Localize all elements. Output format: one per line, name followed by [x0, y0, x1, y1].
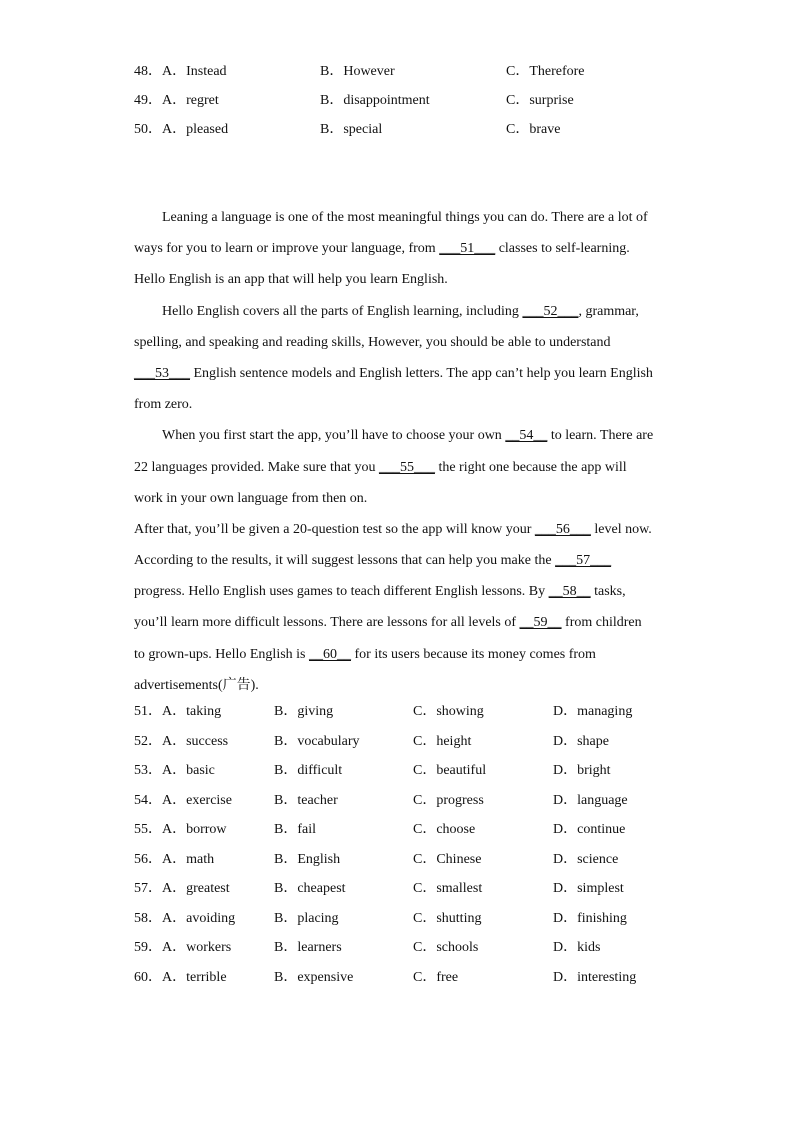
passage-line: Leaning a language is one of the most meaningful things you can do. There are a lot of — [162, 210, 648, 225]
option-a: 53．A．basic — [134, 763, 215, 778]
passage-line: spelling, and speaking and reading skills, However, you should be able to understand — [134, 334, 611, 350]
option-b: B．special — [320, 122, 383, 137]
option-a: 55．A．borrow — [134, 822, 227, 837]
passage-line: to grown-ups. Hello English is __60__ for its users because its money comes from — [134, 646, 596, 662]
blank-54: __54__ — [505, 428, 548, 444]
question-row-55 — [134, 820, 694, 840]
blank-60: __60__ — [309, 646, 351, 662]
option-b: B．expensive — [274, 970, 354, 985]
option-b: B．placing — [274, 911, 339, 926]
option-b: B．teacher — [274, 793, 338, 808]
question-row-52 — [134, 732, 694, 752]
option-c: C．Chinese — [413, 852, 482, 867]
option-d: D．shape — [553, 734, 609, 749]
option-a: 50．A．pleased — [134, 122, 229, 137]
option-c: C．height — [413, 734, 472, 749]
passage-line: 22 languages provided. Make sure that you ___55___ the right one because the app will — [134, 459, 627, 475]
option-b: B．cheapest — [274, 881, 346, 896]
passage-line: When you first start the app, you’ll have to choose your own __54__ to learn. There are — [162, 428, 654, 444]
option-b: B．However — [320, 64, 395, 79]
passage-line: According to the results, it will suggest lessons that can help you make the ___57___ — [134, 553, 612, 569]
option-a: 59．A．workers — [134, 940, 232, 955]
question-row-57 — [134, 879, 694, 899]
option-a: 49．A．regret — [134, 93, 219, 108]
question-row-56 — [134, 850, 694, 870]
option-c: C．progress — [413, 793, 484, 808]
question-row-53 — [134, 761, 694, 781]
option-b: B．disappointment — [320, 93, 430, 108]
passage-line: After that, you’ll be given a 20-question test so the app will know your ___56___ level now. — [134, 521, 652, 537]
passage-line: advertisements(广告). — [134, 677, 259, 693]
blank-58: __58__ — [548, 584, 591, 600]
option-c: C．smallest — [413, 881, 483, 896]
option-c: C．choose — [413, 822, 476, 837]
option-a: 60．A．terrible — [134, 970, 227, 985]
passage-line: Hello English is an app that will help you learn English. — [134, 272, 448, 288]
option-c: C．shutting — [413, 911, 482, 926]
passage-line: you’ll learn more difficult lessons. There are lessons for all levels of __59__ from children — [134, 615, 642, 631]
blank-52: ___52___ — [522, 303, 579, 319]
option-c: C．free — [413, 970, 459, 985]
question-row-51 — [134, 702, 694, 722]
question-row-50 — [134, 120, 694, 140]
option-b: B．vocabulary — [274, 734, 360, 749]
option-b: B．English — [274, 852, 341, 867]
option-d: D．finishing — [553, 911, 627, 926]
blank-56: ___56___ — [534, 521, 591, 537]
question-row-54 — [134, 791, 694, 811]
question-row-48 — [134, 62, 694, 82]
option-d: D．kids — [553, 940, 601, 955]
passage-line: progress. Hello English uses games to teach different English lessons. By __58__ tasks, — [134, 584, 626, 600]
passage-line: work in your own language from then on. — [134, 490, 368, 506]
blank-55: ___55___ — [378, 459, 435, 475]
option-b: B．difficult — [274, 763, 343, 778]
option-a: 48．A．Instead — [134, 64, 227, 79]
option-d: D．bright — [553, 763, 611, 778]
passage-line: ways for you to learn or improve your language, from ___51___ classes to self-learning. — [134, 241, 630, 257]
question-row-60 — [134, 968, 694, 988]
option-d: D．interesting — [553, 970, 637, 985]
option-c: C．Therefore — [506, 64, 585, 79]
option-c: C．brave — [506, 122, 561, 137]
question-row-58 — [134, 909, 694, 929]
question-row-59 — [134, 938, 694, 958]
passage-line: from zero. — [134, 397, 193, 413]
passage-line: Hello English covers all the parts of English learning, including ___52___, grammar, — [162, 303, 639, 319]
reading-passage — [134, 204, 668, 703]
option-a: 56．A．math — [134, 852, 215, 867]
option-d: D．managing — [553, 704, 633, 719]
option-a: 51．A．taking — [134, 704, 222, 719]
option-d: D．science — [553, 852, 619, 867]
option-c: C．surprise — [506, 93, 574, 108]
option-c: C．schools — [413, 940, 479, 955]
option-d: D．language — [553, 793, 628, 808]
option-d: D．simplest — [553, 881, 624, 896]
option-c: C．showing — [413, 704, 484, 719]
option-a: 57．A．greatest — [134, 881, 230, 896]
option-a: 52．A．success — [134, 734, 229, 749]
option-b: B．learners — [274, 940, 342, 955]
option-a: 54．A．exercise — [134, 793, 232, 808]
option-c: C．beautiful — [413, 763, 487, 778]
blank-51: ___51___ — [439, 241, 496, 257]
option-b: B．fail — [274, 822, 316, 837]
passage-line: ___53___ English sentence models and English letters. The app can’t help you learn English — [134, 365, 653, 381]
blank-57: ___57___ — [555, 553, 612, 569]
option-b: B．giving — [274, 704, 334, 719]
question-row-49 — [134, 91, 694, 111]
option-a: 58．A．avoiding — [134, 911, 236, 926]
blank-53: ___53___ — [134, 365, 190, 381]
option-d: D．continue — [553, 822, 626, 837]
blank-59: __59__ — [519, 615, 562, 631]
